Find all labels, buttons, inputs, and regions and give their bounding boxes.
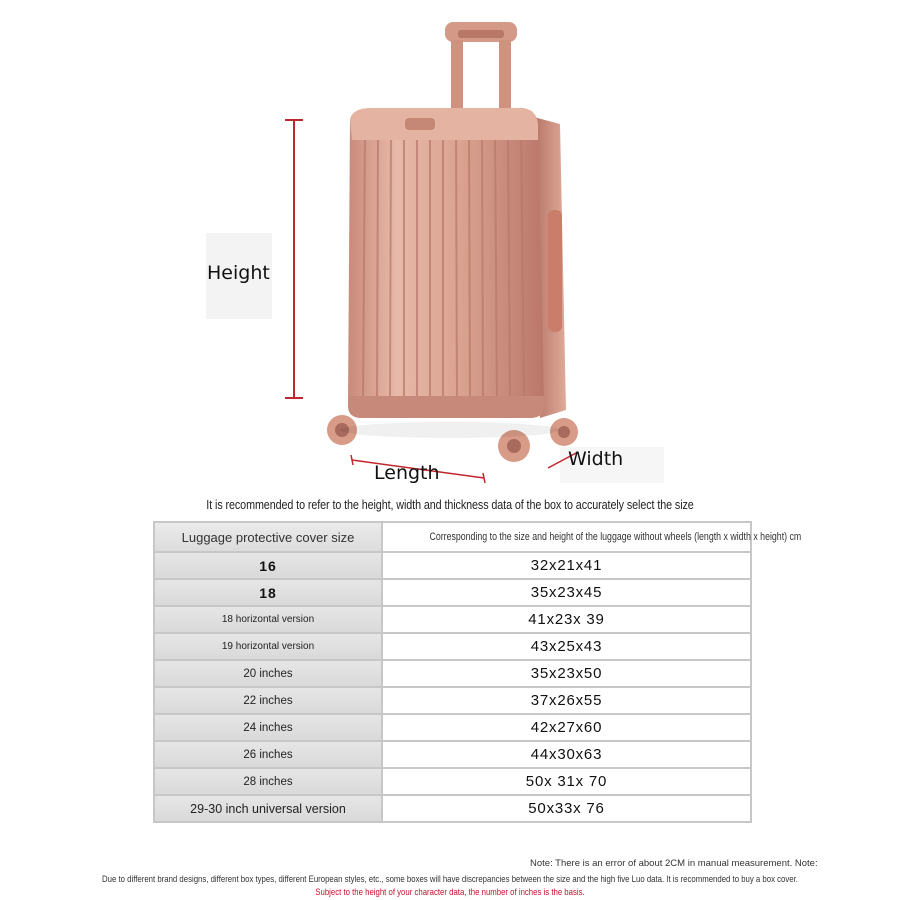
table-row (154, 579, 751, 606)
table-row (154, 741, 751, 768)
header-luggage-dimensions-text: Corresponding to the size and height of the luggage without wheels (length x width x height) cm (429, 531, 802, 543)
row-size: 28 inches (154, 768, 382, 795)
header-cover-size: Luggage protective cover size (154, 522, 382, 552)
row-dimensions: 43x25x43 (382, 633, 751, 660)
table-row (154, 687, 751, 714)
row-dimensions: 35x23x45 (382, 579, 751, 606)
row-size: 29-30 inch universal version (154, 795, 382, 822)
header-luggage-dimensions (382, 522, 802, 552)
row-size: 16 (154, 552, 382, 579)
length-label: Length (374, 462, 440, 484)
row-dimensions: 37x26x55 (382, 687, 751, 714)
suitcase-body (348, 108, 544, 418)
row-dimensions: 44x30x63 (382, 741, 751, 768)
table-row (154, 660, 751, 687)
size-guide-caption: It is recommended to refer to the height, width and thickness data of the box to accurately select the size (206, 498, 694, 512)
row-dimensions: 42x27x60 (382, 714, 751, 741)
table-row (154, 768, 751, 795)
row-dimensions: 32x21x41 (382, 552, 751, 579)
discrepancy-note: Due to different brand designs, different box types, different European styles, etc., some boxes will have discrepancies between the size and the high five Luo data. It is recommended to buy a box cover. (102, 874, 798, 885)
side-handle (548, 210, 562, 332)
inch-basis-note: Subject to the height of your character data, the number of inches is the basis. (315, 887, 585, 898)
row-dimensions: 41x23x 39 (382, 606, 751, 633)
table-row (154, 633, 751, 660)
height-dimension-line (285, 120, 303, 398)
row-dimensions: 35x23x50 (382, 660, 751, 687)
telescopic-handle (445, 22, 517, 112)
table-header-row (154, 522, 751, 552)
row-dimensions: 50x33x 76 (382, 795, 751, 822)
table-row (154, 714, 751, 741)
row-size: 18 horizontal version (154, 606, 382, 633)
width-label: Width (568, 448, 624, 470)
row-size: 26 inches (154, 741, 382, 768)
row-size: 24 inches (154, 714, 382, 741)
height-label: Height (207, 262, 270, 284)
size-table (153, 521, 802, 823)
row-size: 22 inches (154, 687, 382, 714)
table-row (154, 795, 751, 822)
row-dimensions: 50x 31x 70 (382, 768, 751, 795)
measurement-note: Note: There is an error of about 2CM in manual measurement. Note: (530, 858, 818, 869)
table-row (154, 606, 751, 633)
row-size: 19 horizontal version (154, 633, 382, 660)
row-size: 18 (154, 579, 382, 606)
row-size: 20 inches (154, 660, 382, 687)
table-row (154, 552, 751, 579)
